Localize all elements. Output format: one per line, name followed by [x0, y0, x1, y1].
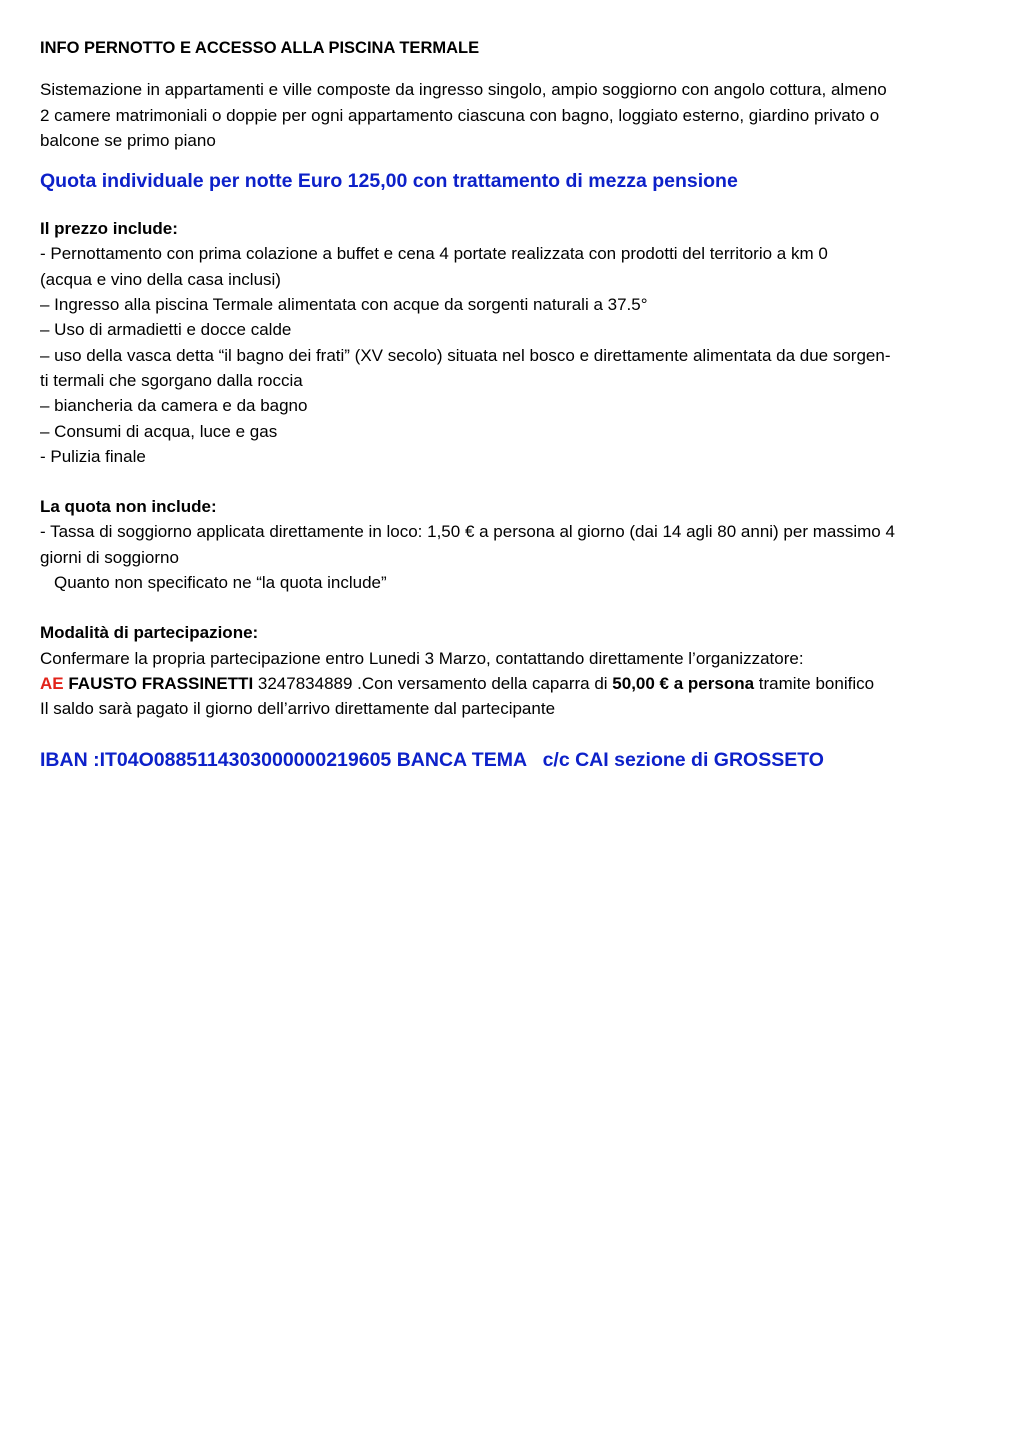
- intro-line: 2 camere matrimoniali o doppie per ogni appartamento ciascuna con bagno, loggiato esterno, giardino privato o: [40, 105, 880, 125]
- includes-line: – uso della vasca detta “il bagno dei frati” (XV secolo) situata nel bosco e direttamente alimentata da due sorgen-: [40, 345, 891, 365]
- includes-line: ti termali che sgorgano dalla roccia: [40, 370, 303, 390]
- excludes-indented-line: Quanto non specificato ne “la quota include”: [54, 573, 387, 593]
- document-page: [40, 36, 1000, 773]
- includes-line: – Consumi di acqua, luce e gas: [40, 421, 278, 441]
- participation-section: [40, 620, 1000, 721]
- price-highlight: Quota individuale per notte Euro 125,00 con trattamento di mezza pensione: [40, 170, 738, 193]
- excludes-line: - Tassa di soggiorno applicata direttamente in loco: 1,50 € a persona al giorno (dai 14 agli 80 anni) per massimo 4: [40, 522, 895, 542]
- includes-line: (acqua e vino della casa inclusi): [40, 269, 281, 289]
- organizer-line: [40, 671, 1000, 696]
- includes-heading: Il prezzo include:: [40, 219, 178, 239]
- excludes-heading: La quota non include:: [40, 497, 217, 517]
- intro-paragraph: [40, 77, 1000, 153]
- organizer-name: FAUSTO FRASSINETTI: [68, 673, 254, 693]
- excludes-section: [40, 494, 1000, 595]
- includes-section: [40, 216, 1000, 469]
- deposit-amount: 50,00 € a persona: [612, 673, 755, 693]
- excludes-line: giorni di soggiorno: [40, 547, 179, 567]
- includes-line: – Ingresso alla piscina Termale alimentata con acque da sorgenti naturali a 37.5°: [40, 295, 648, 315]
- organizer-phone-text: 3247834889 .Con versamento della caparra di: [253, 673, 613, 693]
- includes-line: – Uso di armadietti e docce calde: [40, 320, 292, 340]
- includes-line: - Pernottamento con prima colazione a buffet e cena 4 portate realizzata con prodotti del territorio a km 0: [40, 244, 828, 264]
- deposit-method: tramite bonifico: [754, 673, 875, 693]
- document-title: INFO PERNOTTO E ACCESSO ALLA PISCINA TERMALE: [40, 39, 480, 57]
- intro-line: Sistemazione in appartamenti e ville composte da ingresso singolo, ampio soggiorno con angolo cottura, almeno: [40, 80, 887, 100]
- iban-line: IBAN :IT04O0885114303000000219605 BANCA TEMA c/c CAI sezione di GROSSETO: [40, 748, 824, 771]
- intro-line: balcone se primo piano: [40, 130, 216, 150]
- ae-label: AE: [40, 673, 64, 693]
- participation-line: Confermare la propria partecipazione entro Lunedi 3 Marzo, contattando direttamente l’organizzatore:: [40, 648, 804, 668]
- includes-line: - Pulizia finale: [40, 446, 146, 466]
- participation-heading: Modalità di partecipazione:: [40, 623, 259, 643]
- includes-line: – biancheria da camera e da bagno: [40, 396, 308, 416]
- participation-line: Il saldo sarà pagato il giorno dell’arrivo direttamente dal partecipante: [40, 699, 556, 719]
